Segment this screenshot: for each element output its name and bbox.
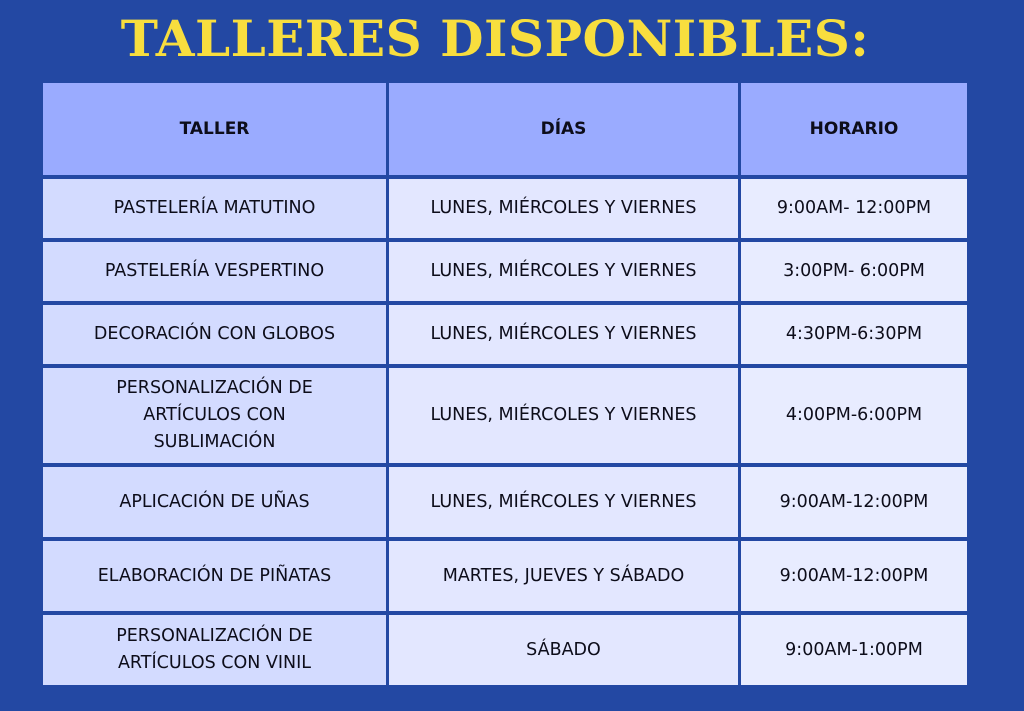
horario-cell: 9:00AM-12:00PM xyxy=(741,541,967,611)
horario-cell: 9:00AM-12:00PM xyxy=(741,467,967,537)
taller-cell: APLICACIÓN DE UÑAS xyxy=(43,467,386,537)
dias-cell: LUNES, MIÉRCOLES Y VIERNES xyxy=(389,242,738,301)
horario-cell: 4:00PM-6:00PM xyxy=(741,368,967,463)
dias-cell: MARTES, JUEVES Y SÁBADO xyxy=(389,541,738,611)
dias-cell: LUNES, MIÉRCOLES Y VIERNES xyxy=(389,368,738,463)
taller-cell: PERSONALIZACIÓN DE ARTÍCULOS CON VINIL xyxy=(43,615,386,685)
dias-cell: LUNES, MIÉRCOLES Y VIERNES xyxy=(389,179,738,238)
page-title: TALLERES DISPONIBLES: xyxy=(120,9,870,68)
dias-cell: SÁBADO xyxy=(389,615,738,685)
horario-cell: 3:00PM- 6:00PM xyxy=(741,242,967,301)
taller-cell: ELABORACIÓN DE PIÑATAS xyxy=(43,541,386,611)
column-header-dias: DÍAS xyxy=(389,83,738,175)
taller-cell: DECORACIÓN CON GLOBOS xyxy=(43,305,386,364)
column-header-taller: TALLER xyxy=(43,83,386,175)
dias-cell: LUNES, MIÉRCOLES Y VIERNES xyxy=(389,467,738,537)
horario-cell: 9:00AM- 12:00PM xyxy=(741,179,967,238)
taller-cell: PASTELERÍA VESPERTINO xyxy=(43,242,386,301)
column-header-horario: HORARIO xyxy=(741,83,967,175)
horario-cell: 9:00AM-1:00PM xyxy=(741,615,967,685)
horario-cell: 4:30PM-6:30PM xyxy=(741,305,967,364)
taller-cell: PASTELERÍA MATUTINO xyxy=(43,179,386,238)
taller-cell: PERSONALIZACIÓN DE ARTÍCULOS CON SUBLIMACIÓN xyxy=(43,368,386,463)
dias-cell: LUNES, MIÉRCOLES Y VIERNES xyxy=(389,305,738,364)
workshops-table xyxy=(43,83,967,685)
